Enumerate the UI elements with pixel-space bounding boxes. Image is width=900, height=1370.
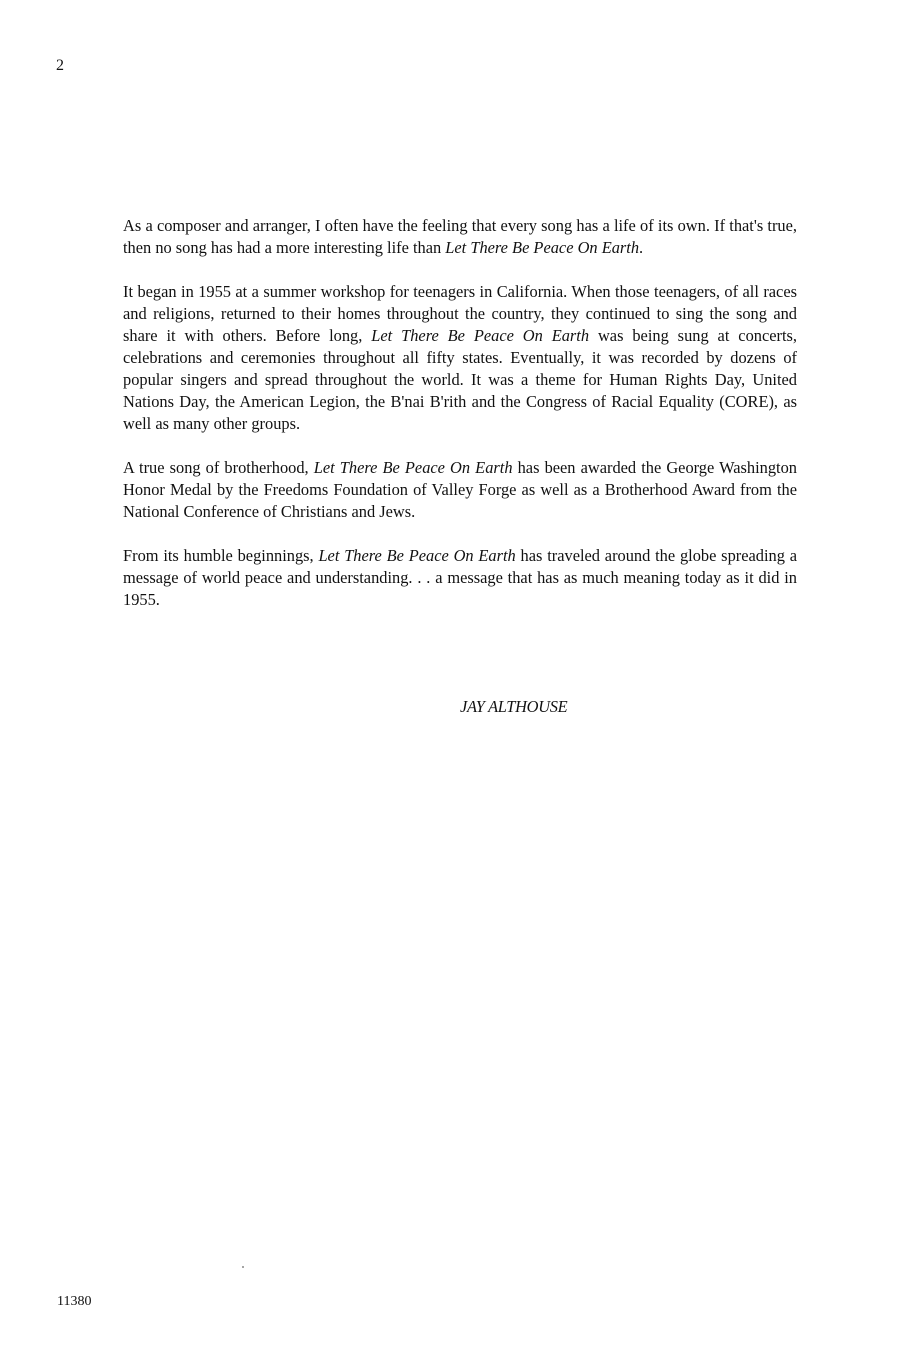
paragraph-text: has been awarded the George Washington Honor Medal by the Freedoms Foundation of Valley Forge as well as a Brotherhood Award from the National Conference of Christians and Jews. — [123, 458, 797, 521]
paragraph-intro — [123, 215, 797, 259]
catalog-number: 11380 — [57, 1294, 92, 1309]
paragraph-text: A true song of brotherhood, — [123, 458, 314, 477]
song-title: Let There Be Peace On Earth — [318, 546, 516, 565]
paragraph-text: From its humble beginnings, — [123, 546, 319, 565]
song-title: Let There Be Peace On Earth — [313, 458, 513, 477]
page-number: 2 — [56, 57, 64, 74]
paragraph-text: . — [639, 238, 644, 257]
scan-speck — [242, 1266, 244, 1268]
body-text — [123, 215, 797, 633]
paragraph-text: has traveled around the globe spreading a message of world peace and understanding. . . a message that has as much meaning today as it did in 1955. — [123, 546, 797, 609]
paragraph-text: was being sung at concerts, celebrations and ceremonies throughout all fifty states. Eventually, it was recorded by dozens of popular singers and spread throughout the world. It was a theme for Human Rights Day, United Nations Day, the American Legion, the B'nai B'rith and the Congress of Racial Equality (CORE), as well as many other groups. — [123, 326, 797, 433]
paragraph-legacy — [123, 545, 797, 611]
paragraph-history — [123, 281, 797, 435]
paragraph-awards — [123, 457, 797, 523]
paragraph-text: As a composer and arranger, I often have the feeling that every song has a life of its own. If that's true, then no song has had a more interesting life than — [123, 216, 797, 257]
song-title: Let There Be Peace On Earth — [445, 238, 640, 257]
author-signature: JAY ALTHOUSE — [460, 697, 568, 716]
song-title: Let There Be Peace On Earth — [371, 326, 590, 345]
paragraph-text: It began in 1955 at a summer workshop for teenagers in California. When those teenagers, of all races and religions, returned to their homes throughout the country, they continued to sing the song and share it with others. Before long, — [123, 282, 797, 345]
